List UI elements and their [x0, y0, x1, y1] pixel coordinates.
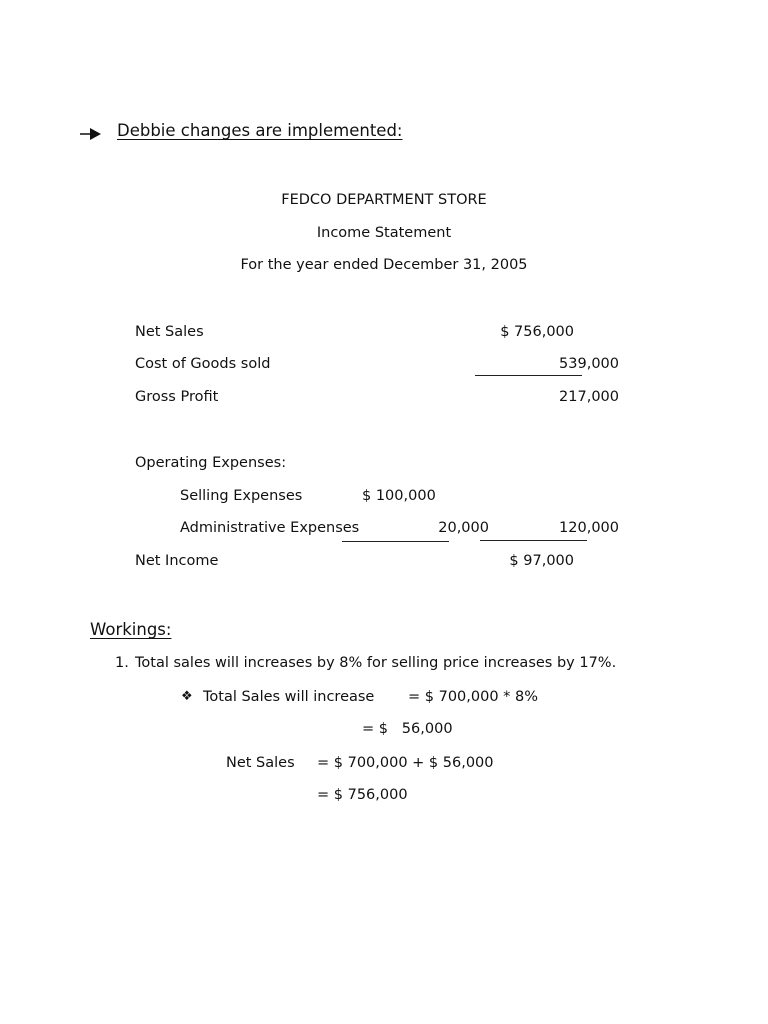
net-income-label: Net Income [135, 553, 219, 569]
net-income-value: $ 97,000 [509, 553, 574, 569]
cogs-label: Cost of Goods sold [135, 356, 271, 372]
calc-line-4: = $ 756,000 [317, 787, 408, 803]
cogs-underline [475, 375, 582, 376]
calc-line-3: = $ 700,000 + $ 56,000 [317, 755, 494, 771]
selling-expenses-label: Selling Expenses [180, 488, 303, 504]
company-name: FEDCO DEPARTMENT STORE [281, 192, 487, 208]
total-underline [480, 540, 587, 541]
working-item-text: Total sales will increases by 8% for selling price increases by 17%. [135, 655, 617, 671]
operating-expenses-label: Operating Expenses: [135, 455, 287, 471]
gross-profit-label: Gross Profit [135, 389, 219, 405]
calc-line-1: = $ 700,000 * 8% [408, 689, 539, 705]
arrow-bullet-icon [80, 127, 102, 141]
cogs-value: 539,000 [559, 356, 619, 372]
bullet-text: Total Sales will increase [203, 689, 375, 705]
admin-expenses-value: 20,000 [438, 520, 489, 536]
diamond-bullet-icon: ❖ [181, 689, 193, 704]
page-title: Debbie changes are implemented: [117, 121, 403, 140]
calc-line-2: = $ 56,000 [362, 721, 453, 737]
net-sales-value: $ 756,000 [500, 324, 574, 340]
gross-profit-value: 217,000 [559, 389, 619, 405]
statement-name: Income Statement [316, 225, 452, 241]
net-sales-label: Net Sales [135, 324, 204, 340]
admin-underline [342, 541, 449, 542]
net-sales-working-label: Net Sales [226, 755, 295, 771]
admin-expenses-label: Administrative Expenses [180, 520, 360, 536]
list-number: 1. [115, 655, 129, 671]
operating-expenses-total: 120,000 [559, 520, 619, 536]
workings-heading: Workings: [90, 620, 172, 639]
selling-expenses-value: $ 100,000 [362, 488, 436, 504]
statement-period: For the year ended December 31, 2005 [240, 257, 528, 273]
